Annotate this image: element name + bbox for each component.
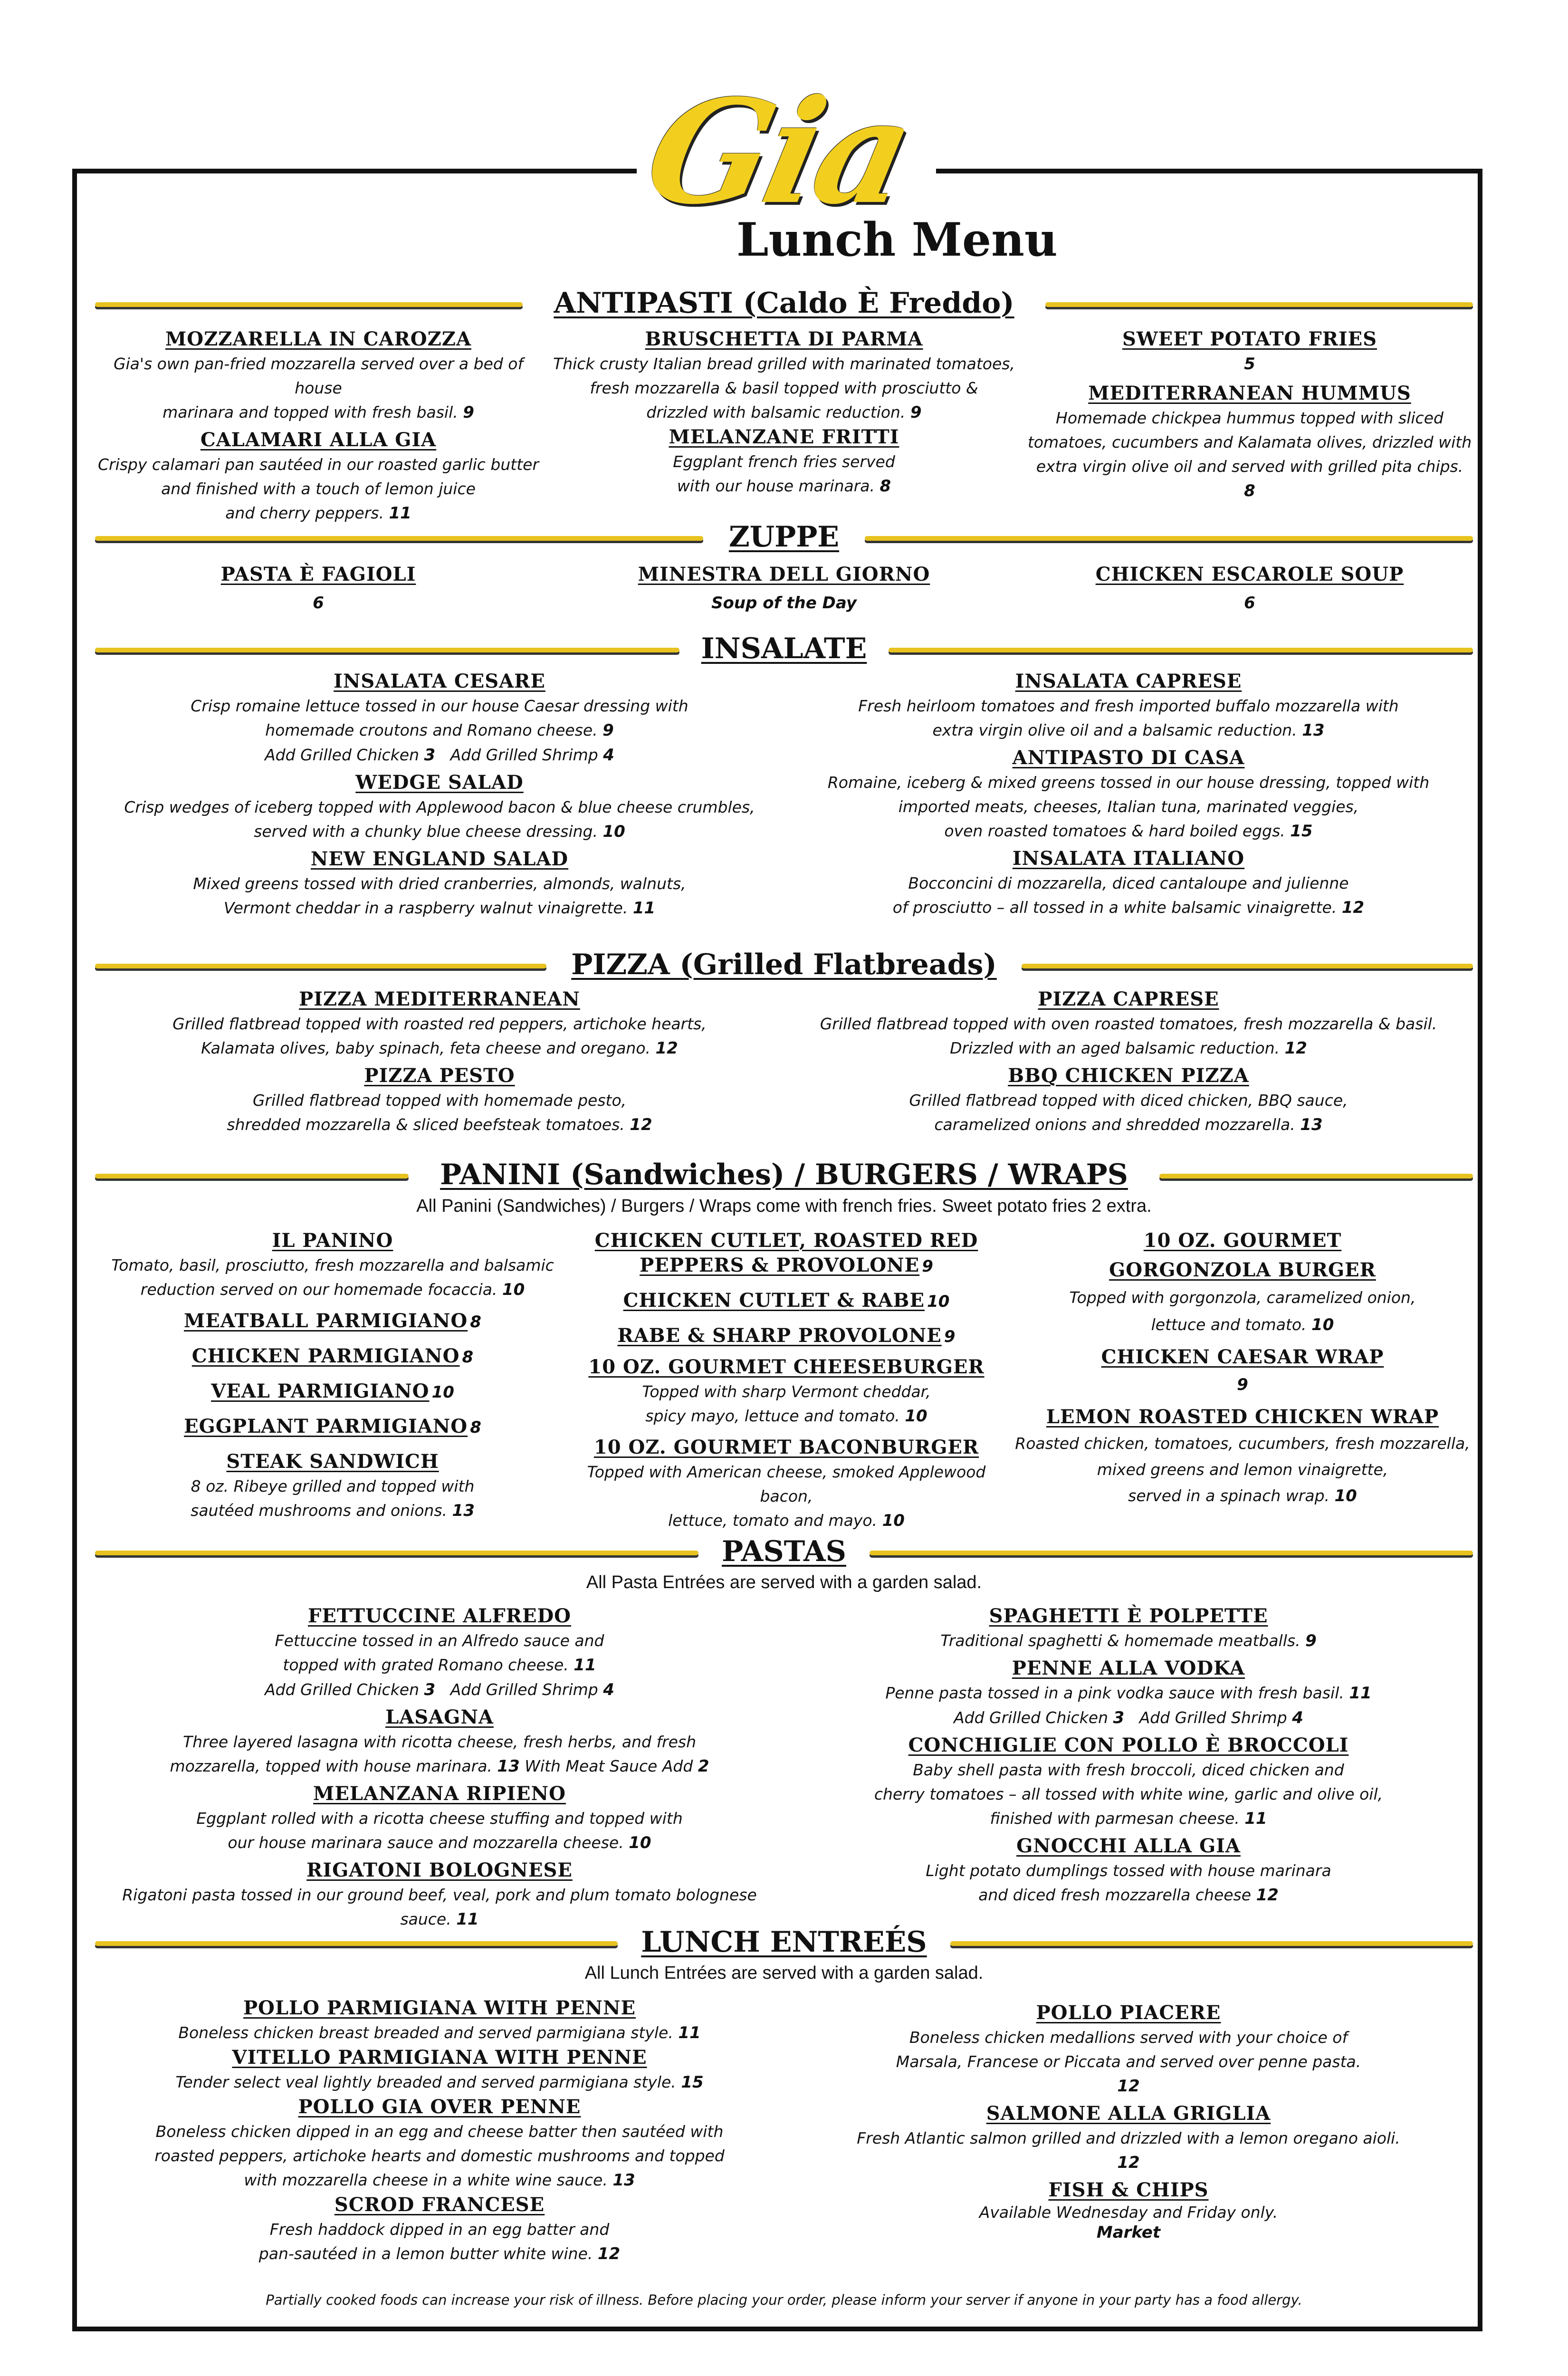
menu-item: FISH & CHIPS Available Wednesday and Friday only. Market xyxy=(979,2179,1278,2242)
soup-fagioli: PASTA È FAGIOLI 6 xyxy=(220,563,416,613)
pastas-col-left xyxy=(95,1604,784,1932)
section-header-pizza xyxy=(95,946,1473,988)
menu-item: NEW ENGLAND SALAD Mixed greens tossed with dried cranberries, almonds, walnuts, Vermont cheddar in a raspberry walnut vinaigrette. 11 xyxy=(193,848,686,918)
menu-item: 10 OZ. GOURMET BACONBURGER Topped with American cheese, smoked Applewood bacon, lettuce, tomato and mayo. 10 xyxy=(587,1436,986,1530)
menu-item: CHICKEN CUTLET & RABE 10 xyxy=(623,1289,950,1312)
menu-item: 10 OZ. GOURMET CHEESEBURGER Topped with sharp Vermont cheddar, spicy mayo, lettuce and tomato. 10 xyxy=(588,1356,985,1426)
menu-item: POLLO PARMIGIANA WITH PENNE Boneless chicken breast breaded and served parmigiana style. 11 xyxy=(178,1997,701,2042)
section-title: INSALATE xyxy=(687,632,881,665)
menu-item: CHICKEN CUTLET, ROASTED RED PEPPERS & PROVOLONE 9 xyxy=(594,1229,978,1276)
menu-item: CALAMARI ALLA GIA Crispy calamari pan sautéed in our roasted garlic butter and finished with a touch of lemon juice and cherry peppers. 11 xyxy=(97,429,539,523)
menu-item: LEMON ROASTED CHICKEN WRAP Roasted chicken, tomatoes, cucumbers, fresh mozzarella, mixed greens and lemon vinaigrette, served in a spinach wrap. 10 xyxy=(1015,1406,1470,1505)
soup-escarole: CHICKEN ESCAROLE SOUP 6 xyxy=(1095,563,1404,613)
menu-item: ANTIPASTO DI CASA Romaine, iceberg & mixed greens tossed in our house dressing, topped with imported meats, cheeses, Italian tuna, marinated veggies, oven roasted tomatoes & hard boiled eggs. 15 xyxy=(827,747,1430,841)
menu-item: SWEET POTATO FRIES 5 xyxy=(1122,328,1377,374)
soup-minestra: MINESTRA DELL GIORNO Soup of the Day xyxy=(638,563,930,613)
section-title: ZUPPE xyxy=(715,520,853,554)
menu-item: PIZZA MEDITERRANEAN Grilled flatbread topped with roasted red peppers, artichoke hearts, Kalamata olives, baby spinach, feta cheese and oregano. 12 xyxy=(172,988,707,1058)
menu-item: IL PANINO Tomato, basil, prosciutto, fresh mozzarella and balsamic reduction served on our homemade focaccia. 10 xyxy=(111,1229,554,1299)
section-header-zuppe xyxy=(95,518,1473,561)
section-title: LUNCH ENTREÉS xyxy=(627,1926,941,1959)
antipasti-col-3 xyxy=(1026,327,1473,503)
allergy-notice: Partially cooked foods can increase your risk of illness. Before placing your order, please inform your server if anyone in your party has a food allergy. xyxy=(266,2292,1302,2308)
menu-item: CHICKEN PARMIGIANO 8 xyxy=(191,1345,474,1367)
menu-item: CONCHIGLIE CON POLLO È BROCCOLI Baby shell pasta with fresh broccoli, diced chicken and cherry tomatoes – all tossed with white wine, garlic and olive oil, finished with parmesan cheese. 11 xyxy=(874,1734,1383,1828)
pizza-col-left xyxy=(95,987,784,1137)
panini-note: All Panini (Sandwiches) / Burgers / Wraps come with french fries. Sweet potato fries 2 extra. xyxy=(416,1196,1152,1216)
menu-item: WEDGE SALAD Crisp wedges of iceberg topped with Applewood bacon & blue cheese crumbles, served with a chunky blue cheese dressing. 10 xyxy=(124,771,755,841)
insalate-col-right xyxy=(784,669,1473,920)
menu-item: CHICKEN CAESAR WRAP 9 xyxy=(1101,1346,1384,1394)
menu-item: INSALATA CESARE Crisp romaine lettuce tossed in our house Caesar dressing with homemade croutons and Romano cheese. 9 Add Grilled Chicken 3 Add Grilled Shrimp 4 xyxy=(191,670,688,765)
antipasti-col-2 xyxy=(546,327,1022,498)
panini-col-3 xyxy=(1012,1228,1473,1508)
panini-col-2 xyxy=(561,1228,1012,1533)
menu-item: MELANZANE FRITTI Eggplant french fries served with our house marinara. 8 xyxy=(669,426,899,496)
menu-item: RABE & SHARP PROVOLONE 9 xyxy=(617,1324,956,1347)
menu-item: GNOCCHI ALLA GIA Light potato dumplings tossed with house marinara and diced fresh mozzarella cheese 12 xyxy=(926,1835,1331,1905)
logo xyxy=(633,68,1058,267)
menu-item: POLLO PIACERE Boneless chicken medallions served with your choice of Marsala, Francese or Piccata and served over penne pasta. 12 xyxy=(896,2002,1361,2096)
logo-text: Gia xyxy=(633,68,923,236)
menu-item: LASAGNA Three layered lasagna with ricotta cheese, fresh herbs, and fresh mozzarella, topped with house marinara. 13 With Meat Sauce Add 2 xyxy=(170,1706,709,1776)
menu-item: 10 OZ. GOURMET GORGONZOLA BURGER Topped with gorgonzola, caramelized onion, lettuce and tomato. 10 xyxy=(1069,1229,1416,1334)
menu-item: STEAK SANDWICH 8 oz. Ribeye grilled and topped with sautéed mushrooms and onions. 13 xyxy=(191,1450,475,1520)
menu-item: PIZZA PESTO Grilled flatbread topped with homemade pesto, shredded mozzarella & sliced beefsteak tomatoes. 12 xyxy=(227,1064,652,1134)
menu-item: RIGATONI BOLOGNESE Rigatoni pasta tossed in our ground beef, veal, pork and plum tomato bolognese sauce. 11 xyxy=(122,1859,757,1929)
menu-item: SALMONE ALLA GRIGLIA Fresh Atlantic salmon grilled and drizzled with a lemon oregano aioli. 12 xyxy=(857,2102,1400,2172)
section-header-antipasti xyxy=(95,284,1473,327)
page-title: Lunch Menu xyxy=(736,213,1058,267)
section-header-pastas xyxy=(95,1533,1473,1575)
entrees-col-right xyxy=(784,2001,1473,2242)
menu-item: VITELLO PARMIGIANA WITH PENNE Tender select veal lightly breaded and served parmigiana style. 15 xyxy=(175,2046,704,2092)
section-title: PASTAS xyxy=(708,1535,860,1568)
menu-item: POLLO GIA OVER PENNE Boneless chicken dipped in an egg and cheese batter then sautéed with roasted peppers, artichoke hearts and domestic mushrooms and topped with mozzarella cheese in a white wine sauce. 13 xyxy=(154,2096,725,2190)
entrees-note: All Lunch Entrées are served with a garden salad. xyxy=(584,1963,984,1983)
menu-item: MELANZANA RIPIENO Eggplant rolled with a ricotta cheese stuffing and topped with our house marinara sauce and mozzarella cheese. 10 xyxy=(196,1782,683,1852)
menu-item: BRUSCHETTA DI PARMA Thick crusty Italian bread grilled with marinated tomatoes, fresh mozzarella & basil topped with prosciutto & drizzled with balsamic reduction. 9 xyxy=(553,328,1015,422)
menu-item: PIZZA CAPRESE Grilled flatbread topped with oven roasted tomatoes, fresh mozzarella & basil. Drizzled with an aged balsamic reduction. 12 xyxy=(820,988,1437,1058)
menu-item: SCROD FRANCESE Fresh haddock dipped in an egg batter and pan-sautéed in a lemon butter white wine. 12 xyxy=(258,2194,621,2263)
menu-item: VEAL PARMIGIANO 10 xyxy=(211,1380,454,1402)
menu-item: MEDITERRANEAN HUMMUS Homemade chickpea hummus topped with sliced tomatoes, cucumbers and Kalamata olives, drizzled with extra virgin olive oil and served with grilled pita chips. 8 xyxy=(1027,382,1472,500)
menu-item: MOZZARELLA IN CAROZZA Gia's own pan-fried mozzarella served over a bed of house marinara and topped with fresh basil. 9 xyxy=(113,328,524,422)
section-header-insalate xyxy=(95,630,1473,672)
pastas-col-right xyxy=(784,1604,1473,1907)
section-header-panini xyxy=(95,1156,1473,1198)
pastas-note: All Pasta Entrées are served with a garden salad. xyxy=(586,1572,982,1592)
menu-item: INSALATA ITALIANO Bocconcini di mozzarella, diced cantaloupe and julienne of prosciutto – all tossed in a white balsamic vinaigrette. 12 xyxy=(892,847,1365,917)
menu-item: SPAGHETTI È POLPETTE Traditional spaghetti & homemade meatballs. 9 xyxy=(940,1605,1317,1650)
section-header-entrees xyxy=(95,1923,1473,1966)
menu-item: INSALATA CAPRESE Fresh heirloom tomatoes and fresh imported buffalo mozzarella with extra virgin olive oil and a balsamic reduction. 13 xyxy=(858,670,1399,740)
insalate-col-left xyxy=(95,669,784,920)
section-title: PIZZA (Grilled Flatbreads) xyxy=(557,948,1011,981)
entrees-col-left xyxy=(95,1996,784,2266)
menu-item: MEATBALL PARMIGIANO 8 xyxy=(184,1310,481,1332)
menu-item: FETTUCCINE ALFREDO Fettuccine tossed in an Alfredo sauce and topped with grated Romano cheese. 11 Add Grilled Chicken 3 Add Grilled Shrimp 4 xyxy=(265,1605,614,1699)
panini-col-1 xyxy=(95,1228,570,1523)
pizza-col-right xyxy=(784,987,1473,1137)
menu-item: PENNE ALLA VODKA Penne pasta tossed in a pink vodka sauce with fresh basil. 11 Add Grilled Chicken 3 Add Grilled Shrimp 4 xyxy=(885,1657,1372,1727)
menu-item: EGGPLANT PARMIGIANO 8 xyxy=(184,1415,481,1437)
section-title: PANINI (Sandwiches) / BURGERS / WRAPS xyxy=(426,1158,1142,1191)
section-title: ANTIPASTI (Caldo È Freddo) xyxy=(539,287,1028,320)
menu-item: BBQ CHICKEN PIZZA Grilled flatbread topped with diced chicken, BBQ sauce, caramelized onions and shredded mozzarella. 13 xyxy=(909,1064,1348,1134)
antipasti-col-1 xyxy=(95,327,542,526)
